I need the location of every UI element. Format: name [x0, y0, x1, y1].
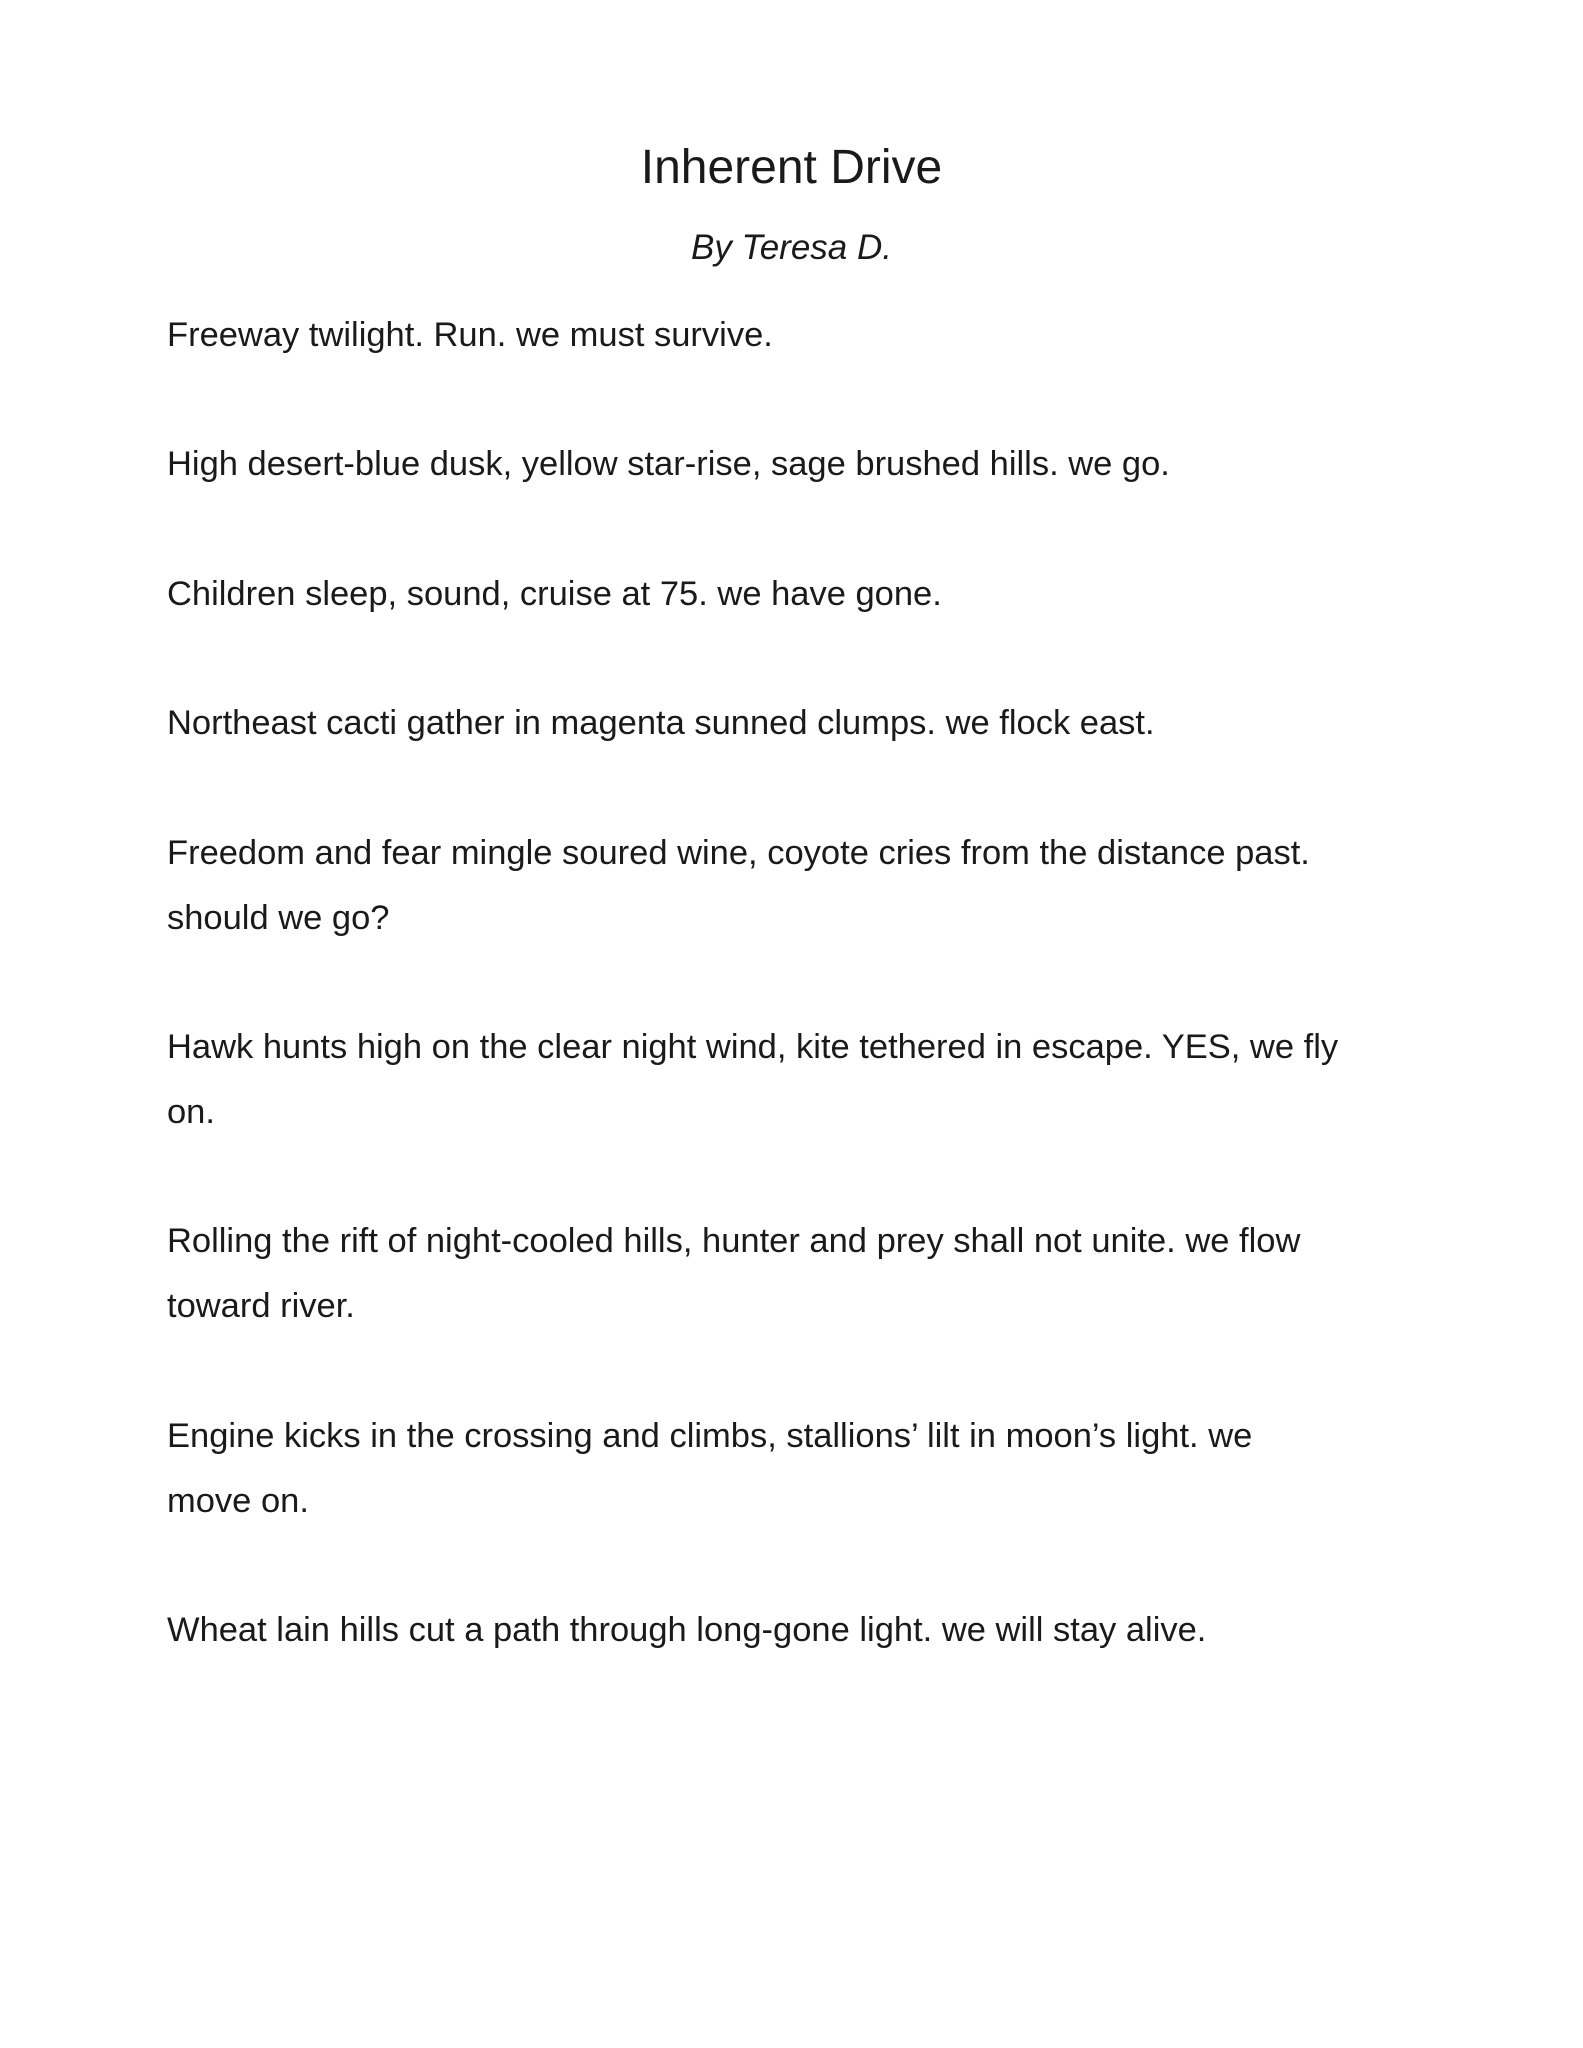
poem-author: By Teresa D.	[690, 228, 892, 267]
stanza-line: Children sleep, sound, cruise at 75. we have gone.	[167, 575, 942, 613]
stanza-line: Rolling the rift of night-cooled hills, hunter and prey shall not unite. we flow	[167, 1222, 1301, 1260]
stanza-line: Freedom and fear mingle soured wine, coyote cries from the distance past.	[167, 834, 1310, 872]
stanza-6	[167, 1015, 1427, 1145]
stanza-7	[167, 1209, 1427, 1339]
stanza-line: Engine kicks in the crossing and climbs, stallions’ lilt in moon’s light. we	[167, 1417, 1253, 1455]
stanza-line: Freeway twilight. Run. we must survive.	[167, 316, 773, 354]
stanza-line: on.	[167, 1093, 215, 1131]
stanza-line: High desert-blue dusk, yellow star-rise, sage brushed hills. we go.	[167, 445, 1170, 483]
stanza-line: Northeast cacti gather in magenta sunned clumps. we flock east.	[167, 704, 1155, 742]
stanza-5	[167, 821, 1427, 951]
stanza-8	[167, 1404, 1427, 1534]
stanza-4	[167, 691, 1427, 756]
stanza-line: Wheat lain hills cut a path through long-gone light. we will stay alive.	[167, 1611, 1207, 1649]
stanza-line: should we go?	[167, 899, 390, 937]
stanza-9	[167, 1598, 1427, 1663]
stanza-line: toward river.	[167, 1287, 355, 1325]
stanza-1	[167, 303, 1427, 368]
poem-title: Inherent Drive	[640, 141, 943, 194]
stanza-line: Hawk hunts high on the clear night wind, kite tethered in escape. YES, we fly	[167, 1028, 1339, 1066]
stanza-3	[167, 562, 1427, 627]
stanza-line: move on.	[167, 1482, 309, 1520]
stanza-2	[167, 432, 1427, 497]
